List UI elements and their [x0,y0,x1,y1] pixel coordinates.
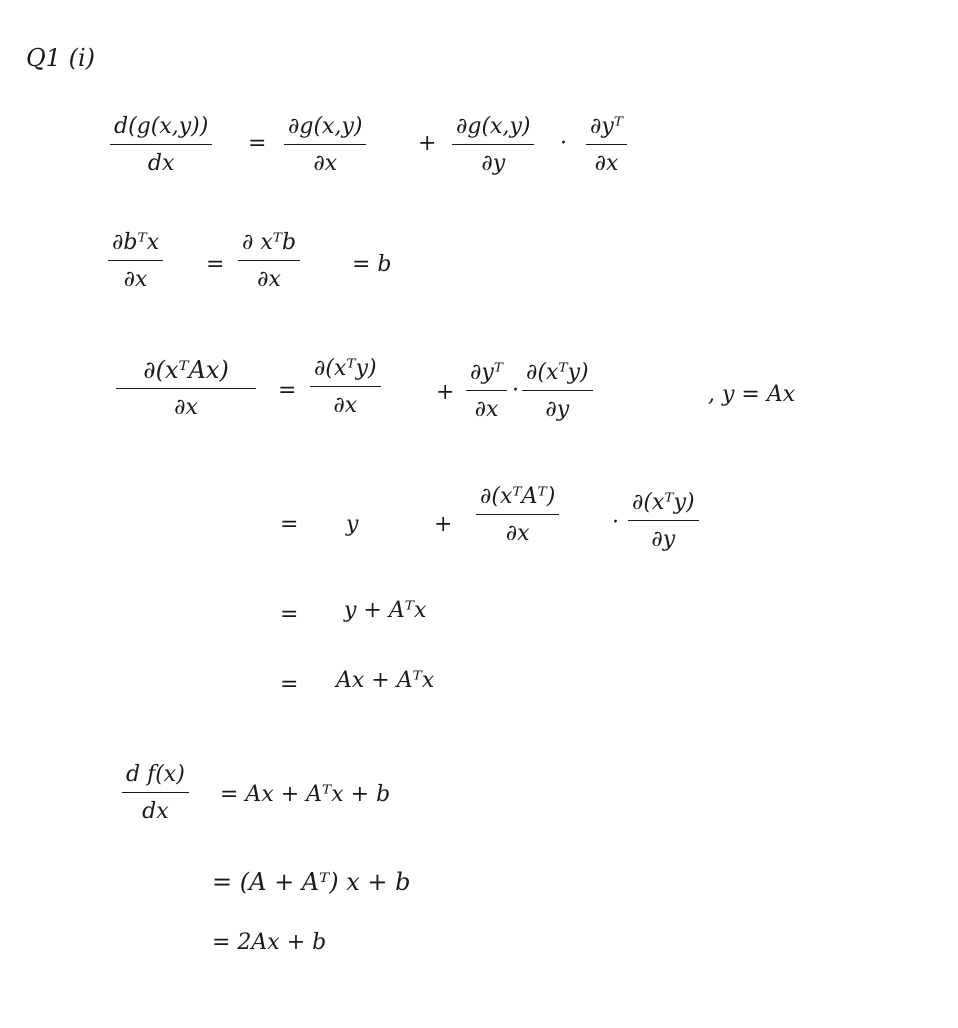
plus-sign: + [434,512,453,537]
fraction-bar [122,792,189,793]
fraction-lhs [116,358,256,419]
equals-sign: = [278,378,297,403]
fraction-term-1 [310,358,381,417]
numerator: ∂bᵀx [112,230,160,255]
numerator: d(g(x,y)) [114,114,209,139]
dot-operator: · [612,510,619,535]
denominator: ∂y [651,527,676,552]
dot-operator: · [512,378,519,403]
denominator: ∂x [594,151,619,176]
fraction-lhs [108,232,163,291]
numerator: ∂(xᵀAx) [143,356,229,384]
numerator: ∂yᵀ [470,360,504,385]
denominator: ∂x [333,393,358,418]
fraction-bar [238,260,300,261]
denominator: ∂y [545,397,570,422]
fraction-term-1 [476,486,559,545]
numerator: ∂ xᵀb [242,230,297,255]
plus-sign: + [418,131,437,156]
numerator: ∂(xᵀy) [314,356,377,381]
fraction-bar [310,386,381,387]
numerator: ∂g(x,y) [456,114,531,139]
question-label: Q1 (i) [26,44,95,72]
fraction-lhs [110,116,212,175]
fraction-bar [284,144,366,145]
fraction-term-3 [586,116,627,175]
numerator: d f(x) [126,762,185,787]
equals-sign: = [206,252,225,277]
fraction-bar [116,388,256,389]
expression: y + Aᵀx [344,598,427,623]
fraction-bar [108,260,163,261]
variable-y: y [346,512,359,537]
fraction-term-1 [284,116,366,175]
fraction-bar [522,390,593,391]
numerator: ∂g(x,y) [288,114,363,139]
numerator: ∂(xᵀy) [526,360,589,385]
denominator: ∂y [481,151,506,176]
fraction-lhs [122,764,189,823]
fraction-bar [628,520,699,521]
plus-sign: + [436,380,455,405]
result: = b [352,252,392,277]
equals-sign: = [248,131,267,156]
denominator: dx [142,799,169,824]
denominator: dx [147,151,175,176]
fraction-middle [238,232,300,291]
numerator: ∂(xᵀAᵀ) [480,484,556,509]
fraction-bar [452,144,534,145]
expression: Ax + Aᵀx [336,668,435,693]
denominator: ∂x [313,151,338,176]
denominator: ∂x [123,267,148,292]
dot-operator: · [560,131,567,156]
fraction-term-2 [628,492,699,551]
equation-factored: = (A + Aᵀ) x + b [212,868,411,896]
fraction-bar [476,514,559,515]
denominator: ∂x [257,267,281,292]
substitution-note: , y = Ax [708,382,796,407]
fraction-bar [586,144,627,145]
expression: = Ax + Aᵀx + b [220,782,391,807]
denominator: ∂x [174,395,198,420]
fraction-bar [110,144,212,145]
equals-sign: = [280,672,299,697]
fraction-term-2 [452,116,534,175]
fraction-term-3 [522,362,593,421]
numerator: ∂yᵀ [590,114,624,139]
denominator: ∂x [474,397,499,422]
fraction-term-2 [466,362,507,421]
numerator: ∂(xᵀy) [632,490,695,515]
equals-sign: = [280,602,299,627]
equation-simplified: = 2Ax + b [212,930,327,955]
fraction-bar [466,390,507,391]
denominator: ∂x [505,521,530,546]
equals-sign: = [280,512,299,537]
